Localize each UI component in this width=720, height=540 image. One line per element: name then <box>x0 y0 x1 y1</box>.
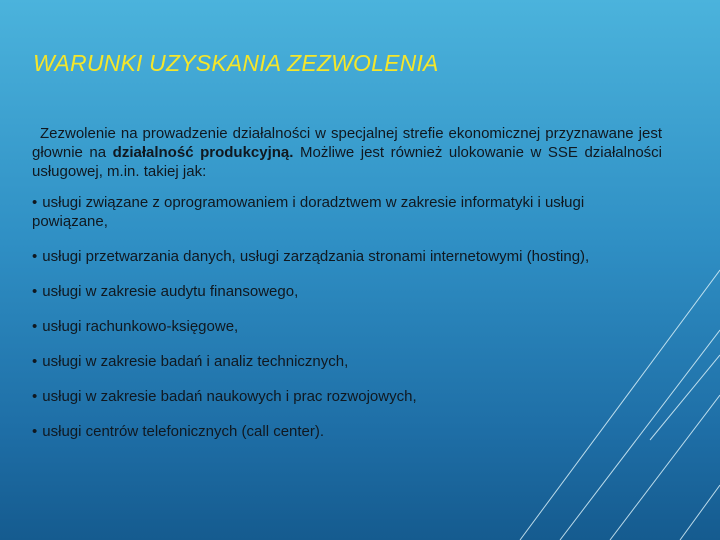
list-item-text: usługi rachunkowo-księgowe, <box>42 318 239 335</box>
bullet-icon: • <box>32 318 38 335</box>
bullet-icon: • <box>32 283 38 300</box>
intro-text-before: Zezwolenie na prowadzenie działalności w specjalnej strefie ekonomicznej przyznawane jest głownie na <box>32 125 662 161</box>
bullet-icon: • <box>32 353 38 370</box>
intro-paragraph <box>32 124 662 181</box>
list-item <box>32 193 662 231</box>
list-item <box>32 387 662 406</box>
list-item-text: usługi w zakresie badań naukowych i prac rozwojowych, <box>42 388 417 405</box>
list-item-text: usługi w zakresie badań i analiz technicznych, <box>42 353 349 370</box>
slide-body <box>32 124 662 457</box>
list-item <box>32 352 662 371</box>
bullet-icon: • <box>32 388 38 405</box>
intro-text-after: Możliwe jest również ulokowanie w SSE działalności usługowej, m.in. takiej jak: <box>32 144 662 180</box>
list-item <box>32 317 662 336</box>
bullet-icon: • <box>32 248 38 265</box>
list-item-text: usługi w zakresie audytu finansowego, <box>42 283 299 300</box>
list-item-text: usługi związane z oprogramowaniem i doradztwem w zakresie informatyki i usługi powiązane, <box>32 194 585 230</box>
intro-emphasis: działalność produkcyjną. <box>112 144 294 161</box>
bullet-icon: • <box>32 423 38 440</box>
list-item <box>32 247 662 266</box>
list-item-text: usługi centrów telefonicznych (call center). <box>42 423 325 440</box>
list-item <box>32 422 662 441</box>
list-item <box>32 282 662 301</box>
bullet-icon: • <box>32 194 38 211</box>
list-item-text: usługi przetwarzania danych, usługi zarządzania stronami internetowymi (hosting), <box>42 248 590 265</box>
slide-title: WARUNKI UZYSKANIA ZEZWOLENIA <box>33 50 439 76</box>
services-list <box>32 193 662 441</box>
